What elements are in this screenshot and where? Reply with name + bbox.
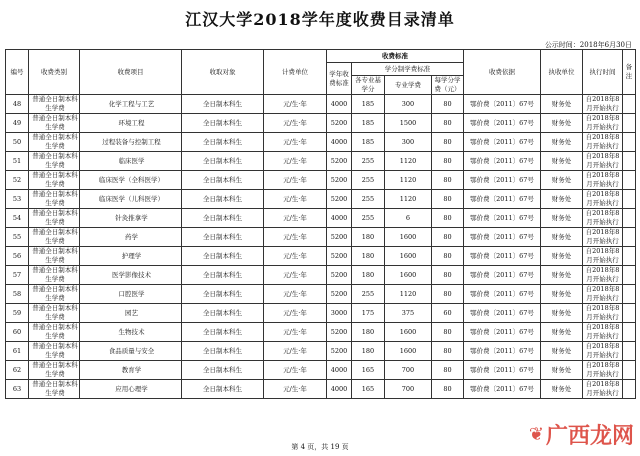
header-no: 编号	[6, 50, 29, 95]
cell-unit-exec: 财务处	[541, 171, 583, 190]
table-row	[6, 171, 636, 190]
cell-target: 全日制本科生	[182, 285, 264, 304]
cell-per-credit: 255	[352, 152, 385, 171]
header-exec-time: 执行时间	[583, 50, 623, 95]
cell-target: 全日制本科生	[182, 266, 264, 285]
cell-remark	[623, 247, 636, 266]
cell-target: 全日制本科生	[182, 152, 264, 171]
cell-remark	[623, 209, 636, 228]
cell-year-fee: 5200	[327, 114, 352, 133]
cell-unit: 元/生·年	[264, 209, 327, 228]
cell-major-fee: 1120	[385, 152, 432, 171]
header-standard-group: 收费标准	[327, 50, 464, 63]
cell-per-credit: 180	[352, 266, 385, 285]
cell-remark	[623, 95, 636, 114]
cell-per-credit: 185	[352, 133, 385, 152]
fee-table	[5, 49, 636, 399]
cell-unit: 元/生·年	[264, 380, 327, 399]
cell-basis: 鄂价费〔2011〕67号	[464, 285, 541, 304]
page-title: 江汉大学2018学年度收费目录清单	[185, 10, 455, 29]
cell-remark	[623, 133, 636, 152]
cell-no: 53	[6, 190, 29, 209]
cell-per-credit: 180	[352, 323, 385, 342]
cell-year-fee: 5200	[327, 247, 352, 266]
cell-category: 普通全日制本科生学费	[29, 304, 80, 323]
header-category: 收费类别	[29, 50, 80, 95]
cell-no: 58	[6, 285, 29, 304]
cell-per-credit-fee: 80	[432, 323, 464, 342]
cell-year-fee: 3000	[327, 304, 352, 323]
cell-unit-exec: 财务处	[541, 190, 583, 209]
cell-remark	[623, 190, 636, 209]
table-row	[6, 285, 636, 304]
cell-unit-exec: 财务处	[541, 342, 583, 361]
cell-basis: 鄂价费〔2011〕67号	[464, 323, 541, 342]
cell-unit: 元/生·年	[264, 361, 327, 380]
cell-major-fee: 1120	[385, 171, 432, 190]
cell-unit-exec: 财务处	[541, 323, 583, 342]
cell-basis: 鄂价费〔2011〕67号	[464, 266, 541, 285]
cell-unit-exec: 财务处	[541, 152, 583, 171]
cell-major-fee: 1600	[385, 342, 432, 361]
cell-major-fee: 1600	[385, 266, 432, 285]
cell-unit-exec: 财务处	[541, 304, 583, 323]
cell-year-fee: 4000	[327, 380, 352, 399]
cell-per-credit-fee: 80	[432, 133, 464, 152]
cell-year-fee: 5200	[327, 323, 352, 342]
header-year-fee: 学年收费标准	[327, 63, 352, 95]
cell-target: 全日制本科生	[182, 342, 264, 361]
cell-unit: 元/生·年	[264, 171, 327, 190]
cell-basis: 鄂价费〔2011〕67号	[464, 304, 541, 323]
cell-remark	[623, 266, 636, 285]
cell-target: 全日制本科生	[182, 361, 264, 380]
cell-major-fee: 1500	[385, 114, 432, 133]
cell-unit: 元/生·年	[264, 285, 327, 304]
cell-per-credit-fee: 80	[432, 266, 464, 285]
cell-unit-exec: 财务处	[541, 266, 583, 285]
cell-major-fee: 375	[385, 304, 432, 323]
cell-per-credit-fee: 80	[432, 190, 464, 209]
cell-per-credit-fee: 80	[432, 342, 464, 361]
cell-year-fee: 5200	[327, 171, 352, 190]
table-row	[6, 380, 636, 399]
cell-no: 51	[6, 152, 29, 171]
table-row	[6, 342, 636, 361]
cell-remark	[623, 304, 636, 323]
cell-item: 园艺	[80, 304, 182, 323]
cell-item: 临床医学（儿科医学）	[80, 190, 182, 209]
cell-exec-time: 自2018年8月开始执行	[583, 228, 623, 247]
cell-unit: 元/生·年	[264, 114, 327, 133]
cell-exec-time: 自2018年8月开始执行	[583, 190, 623, 209]
cell-per-credit-fee: 80	[432, 95, 464, 114]
cell-remark	[623, 152, 636, 171]
cell-no: 49	[6, 114, 29, 133]
cell-per-credit: 165	[352, 380, 385, 399]
cell-item: 针灸推拿学	[80, 209, 182, 228]
cell-basis: 鄂价费〔2011〕67号	[464, 95, 541, 114]
cell-item: 临床医学（全科医学）	[80, 171, 182, 190]
cell-unit: 元/生·年	[264, 266, 327, 285]
cell-category: 普通全日制本科生学费	[29, 247, 80, 266]
cell-target: 全日制本科生	[182, 304, 264, 323]
cell-target: 全日制本科生	[182, 228, 264, 247]
cell-target: 全日制本科生	[182, 114, 264, 133]
cell-per-credit: 255	[352, 285, 385, 304]
table-row	[6, 95, 636, 114]
cell-year-fee: 4000	[327, 133, 352, 152]
cell-category: 普通全日制本科生学费	[29, 95, 80, 114]
header-target: 收取对象	[182, 50, 264, 95]
cell-no: 62	[6, 361, 29, 380]
cell-item: 医学影像技术	[80, 266, 182, 285]
cell-remark	[623, 171, 636, 190]
cell-basis: 鄂价费〔2011〕67号	[464, 152, 541, 171]
cell-category: 普通全日制本科生学费	[29, 323, 80, 342]
cell-basis: 鄂价费〔2011〕67号	[464, 247, 541, 266]
table-row	[6, 304, 636, 323]
cell-major-fee: 1600	[385, 228, 432, 247]
cell-target: 全日制本科生	[182, 95, 264, 114]
cell-unit: 元/生·年	[264, 133, 327, 152]
cell-item: 药学	[80, 228, 182, 247]
cell-unit-exec: 财务处	[541, 133, 583, 152]
cell-basis: 鄂价费〔2011〕67号	[464, 209, 541, 228]
cell-unit-exec: 财务处	[541, 361, 583, 380]
cell-basis: 鄂价费〔2011〕67号	[464, 171, 541, 190]
cell-exec-time: 自2018年8月开始执行	[583, 285, 623, 304]
header-major-fee: 专业学费	[385, 76, 432, 95]
cell-year-fee: 5200	[327, 152, 352, 171]
cell-unit: 元/生·年	[264, 304, 327, 323]
cell-per-credit-fee: 80	[432, 171, 464, 190]
cell-item: 护理学	[80, 247, 182, 266]
header-remark: 备注	[623, 50, 636, 95]
cell-per-credit: 175	[352, 304, 385, 323]
cell-exec-time: 自2018年8月开始执行	[583, 361, 623, 380]
cell-major-fee: 700	[385, 380, 432, 399]
cell-remark	[623, 323, 636, 342]
cell-category: 普通全日制本科生学费	[29, 380, 80, 399]
cell-item: 应用心理学	[80, 380, 182, 399]
cell-basis: 鄂价费〔2011〕67号	[464, 342, 541, 361]
cell-no: 50	[6, 133, 29, 152]
table-row	[6, 133, 636, 152]
cell-category: 普通全日制本科生学费	[29, 133, 80, 152]
cell-item: 食品质量与安全	[80, 342, 182, 361]
cell-unit: 元/生·年	[264, 323, 327, 342]
cell-per-credit: 180	[352, 342, 385, 361]
cell-no: 52	[6, 171, 29, 190]
cell-target: 全日制本科生	[182, 247, 264, 266]
cell-per-credit: 180	[352, 247, 385, 266]
cell-target: 全日制本科生	[182, 323, 264, 342]
cell-basis: 鄂价费〔2011〕67号	[464, 114, 541, 133]
cell-unit-exec: 财务处	[541, 247, 583, 266]
cell-item: 过程装备与控制工程	[80, 133, 182, 152]
cell-item: 口腔医学	[80, 285, 182, 304]
cell-major-fee: 300	[385, 133, 432, 152]
cell-unit-exec: 财务处	[541, 95, 583, 114]
cell-exec-time: 自2018年8月开始执行	[583, 380, 623, 399]
cell-per-credit-fee: 80	[432, 380, 464, 399]
cell-unit-exec: 财务处	[541, 380, 583, 399]
cell-year-fee: 4000	[327, 361, 352, 380]
cell-year-fee: 4000	[327, 95, 352, 114]
cell-unit: 元/生·年	[264, 95, 327, 114]
cell-exec-time: 自2018年8月开始执行	[583, 266, 623, 285]
cell-category: 普通全日制本科生学费	[29, 361, 80, 380]
cell-no: 59	[6, 304, 29, 323]
cell-no: 60	[6, 323, 29, 342]
header-unit: 计费单位	[264, 50, 327, 95]
header-per-credit: 各专业基学分	[352, 76, 385, 95]
cell-unit-exec: 财务处	[541, 209, 583, 228]
cell-no: 63	[6, 380, 29, 399]
cell-year-fee: 5200	[327, 228, 352, 247]
cell-exec-time: 自2018年8月开始执行	[583, 304, 623, 323]
cell-item: 环境工程	[80, 114, 182, 133]
cell-year-fee: 5200	[327, 285, 352, 304]
cell-remark	[623, 342, 636, 361]
watermark-text: 广西龙网	[545, 424, 634, 449]
cell-exec-time: 自2018年8月开始执行	[583, 133, 623, 152]
table-row	[6, 323, 636, 342]
cell-no: 48	[6, 95, 29, 114]
table-body	[6, 95, 636, 399]
header-unit-exec: 执收单位	[541, 50, 583, 95]
cell-exec-time: 自2018年8月开始执行	[583, 114, 623, 133]
cell-per-credit-fee: 80	[432, 152, 464, 171]
page-footer: 第 4 页，共 19 页	[291, 443, 349, 451]
leaf-logo-icon: ❦	[528, 424, 544, 445]
cell-category: 普通全日制本科生学费	[29, 114, 80, 133]
cell-exec-time: 自2018年8月开始执行	[583, 95, 623, 114]
table-row	[6, 114, 636, 133]
cell-item: 教育学	[80, 361, 182, 380]
cell-no: 57	[6, 266, 29, 285]
cell-major-fee: 1120	[385, 285, 432, 304]
cell-category: 普通全日制本科生学费	[29, 171, 80, 190]
cell-per-credit-fee: 80	[432, 114, 464, 133]
cell-per-credit: 255	[352, 171, 385, 190]
cell-per-credit: 255	[352, 209, 385, 228]
cell-exec-time: 自2018年8月开始执行	[583, 323, 623, 342]
cell-per-credit: 255	[352, 190, 385, 209]
cell-per-credit-fee: 60	[432, 304, 464, 323]
table-row	[6, 190, 636, 209]
cell-exec-time: 自2018年8月开始执行	[583, 171, 623, 190]
table-row	[6, 209, 636, 228]
cell-major-fee: 1600	[385, 247, 432, 266]
cell-target: 全日制本科生	[182, 209, 264, 228]
cell-item: 生物技术	[80, 323, 182, 342]
cell-unit: 元/生·年	[264, 247, 327, 266]
cell-no: 61	[6, 342, 29, 361]
cell-category: 普通全日制本科生学费	[29, 285, 80, 304]
cell-target: 全日制本科生	[182, 133, 264, 152]
cell-remark	[623, 380, 636, 399]
cell-major-fee: 1600	[385, 323, 432, 342]
table-row	[6, 228, 636, 247]
cell-remark	[623, 114, 636, 133]
header-basis: 收费依据	[464, 50, 541, 95]
cell-unit: 元/生·年	[264, 228, 327, 247]
cell-unit: 元/生·年	[264, 342, 327, 361]
cell-basis: 鄂价费〔2011〕67号	[464, 361, 541, 380]
cell-item: 化学工程与工艺	[80, 95, 182, 114]
cell-year-fee: 4000	[327, 209, 352, 228]
cell-category: 普通全日制本科生学费	[29, 228, 80, 247]
cell-exec-time: 自2018年8月开始执行	[583, 342, 623, 361]
header-credit-group: 学分制学费标准	[352, 63, 464, 76]
cell-basis: 鄂价费〔2011〕67号	[464, 190, 541, 209]
watermark-logo	[529, 419, 634, 450]
cell-item: 临床医学	[80, 152, 182, 171]
cell-exec-time: 自2018年8月开始执行	[583, 209, 623, 228]
cell-no: 54	[6, 209, 29, 228]
cell-category: 普通全日制本科生学费	[29, 152, 80, 171]
cell-per-credit: 185	[352, 114, 385, 133]
cell-basis: 鄂价费〔2011〕67号	[464, 133, 541, 152]
cell-no: 55	[6, 228, 29, 247]
cell-category: 普通全日制本科生学费	[29, 266, 80, 285]
cell-unit-exec: 财务处	[541, 285, 583, 304]
cell-major-fee: 1120	[385, 190, 432, 209]
cell-year-fee: 5200	[327, 190, 352, 209]
cell-per-credit: 180	[352, 228, 385, 247]
cell-per-credit-fee: 80	[432, 209, 464, 228]
table-row	[6, 361, 636, 380]
cell-major-fee: 300	[385, 95, 432, 114]
cell-basis: 鄂价费〔2011〕67号	[464, 380, 541, 399]
cell-remark	[623, 228, 636, 247]
cell-exec-time: 自2018年8月开始执行	[583, 247, 623, 266]
cell-per-credit: 185	[352, 95, 385, 114]
cell-target: 全日制本科生	[182, 171, 264, 190]
cell-remark	[623, 285, 636, 304]
cell-major-fee: 6	[385, 209, 432, 228]
publish-time: 公示时间：2018年6月30日	[544, 41, 632, 49]
cell-per-credit-fee: 80	[432, 285, 464, 304]
cell-unit: 元/生·年	[264, 152, 327, 171]
header-per-credit-fee: 每学分学费（元）	[432, 76, 464, 95]
cell-category: 普通全日制本科生学费	[29, 209, 80, 228]
cell-unit-exec: 财务处	[541, 228, 583, 247]
table-row	[6, 266, 636, 285]
cell-target: 全日制本科生	[182, 190, 264, 209]
cell-per-credit-fee: 80	[432, 247, 464, 266]
table-row	[6, 247, 636, 266]
cell-per-credit: 165	[352, 361, 385, 380]
cell-unit-exec: 财务处	[541, 114, 583, 133]
header-item: 收费项目	[80, 50, 182, 95]
cell-year-fee: 5200	[327, 266, 352, 285]
cell-year-fee: 5200	[327, 342, 352, 361]
cell-target: 全日制本科生	[182, 380, 264, 399]
cell-exec-time: 自2018年8月开始执行	[583, 152, 623, 171]
table-row	[6, 152, 636, 171]
cell-major-fee: 700	[385, 361, 432, 380]
cell-basis: 鄂价费〔2011〕67号	[464, 228, 541, 247]
cell-remark	[623, 361, 636, 380]
cell-category: 普通全日制本科生学费	[29, 190, 80, 209]
cell-unit: 元/生·年	[264, 190, 327, 209]
cell-no: 56	[6, 247, 29, 266]
cell-per-credit-fee: 80	[432, 361, 464, 380]
cell-category: 普通全日制本科生学费	[29, 342, 80, 361]
cell-per-credit-fee: 80	[432, 228, 464, 247]
